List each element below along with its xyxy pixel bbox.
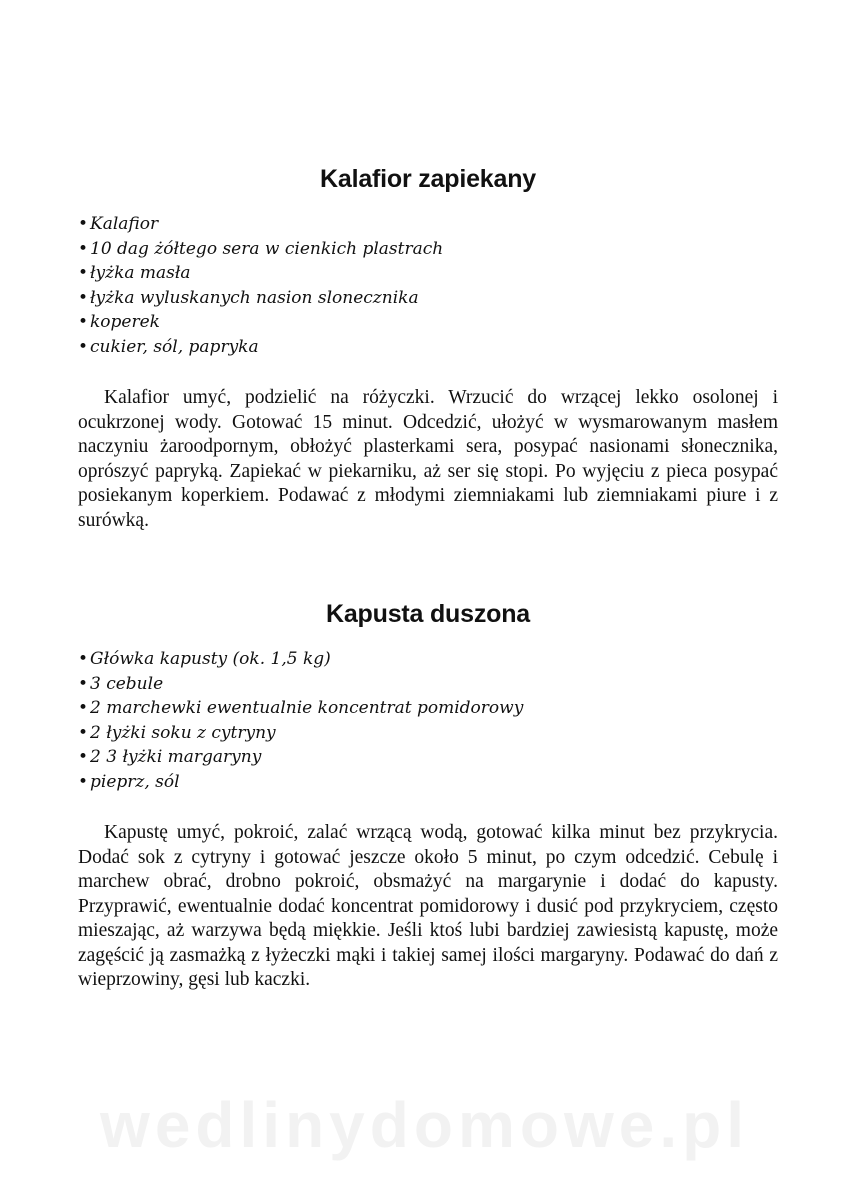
ingredient-item: • koperek bbox=[78, 310, 778, 335]
ingredient-item: • 2 3 łyżki margaryny bbox=[78, 745, 778, 770]
ingredient-item: • łyżka masła bbox=[78, 261, 778, 286]
recipe-title: Kapusta duszona bbox=[326, 600, 530, 628]
recipe-method: Kalafior umyć, podzielić na różyczki. Wrzucić do wrzącej lekko osolonej i ocukrzonej wody. Gotować 15 minut. Odcedzić, ułożyć w wysmarowanym masłem naczyniu żaroodpornym, obłożyć plasterkami sera, posypać nasionami słonecznika, oprószyć papryką. Zapiekać w piekarniku, aż ser się stopi. Po wyjęciu z pieca posypać posiekanym koperkiem. Podawać z młodymi ziemniakami lub ziemniakami piure i z surówką. bbox=[78, 387, 778, 531]
ingredient-list bbox=[78, 212, 778, 359]
recipe-kalafior-zapiekany bbox=[78, 165, 778, 533]
ingredient-item: • 10 dag żółtego sera w cienkich plastrach bbox=[78, 237, 778, 262]
ingredient-item: • pieprz, sól bbox=[78, 770, 778, 795]
ingredient-item: • 2 łyżki soku z cytryny bbox=[78, 721, 778, 746]
ingredient-item: • Kalafior bbox=[78, 212, 778, 237]
ingredient-item: • 2 marchewki ewentualnie koncentrat pomidorowy bbox=[78, 696, 778, 721]
ingredient-item: • Główka kapusty (ok. 1,5 kg) bbox=[78, 647, 778, 672]
recipe-kapusta-duszona bbox=[78, 600, 778, 993]
ingredient-item: • łyżka wyluskanych nasion slonecznika bbox=[78, 286, 778, 311]
ingredient-item: • 3 cebule bbox=[78, 672, 778, 697]
ingredient-list bbox=[78, 647, 778, 794]
site-watermark: wedlinydomowe.pl bbox=[100, 1089, 749, 1161]
recipe-title: Kalafior zapiekany bbox=[320, 165, 536, 193]
recipe-method: Kapustę umyć, pokroić, zalać wrzącą wodą, gotować kilka minut bez przykrycia. Dodać sok z cytryny i gotować jeszcze około 5 minut, po czym odcedzić. Cebulę i marchew obrać, drobno pokroić, obsmażyć na margarynie i dodać do kapusty. Przyprawić, ewentualnie dodać koncentrat pomidorowy i dusić pod przykryciem, często mieszając, aż warzywa będą miękkie. Jeśli ktoś lubi bardziej zawiesistą kapustę, może zagęścić ją zasmażką z łyżeczki mąki i takiej samej ilości margaryny. Podawać do dań z wieprzowiny, gęsi lub kaczki. bbox=[78, 822, 778, 990]
ingredient-item: • cukier, sól, papryka bbox=[78, 335, 778, 360]
